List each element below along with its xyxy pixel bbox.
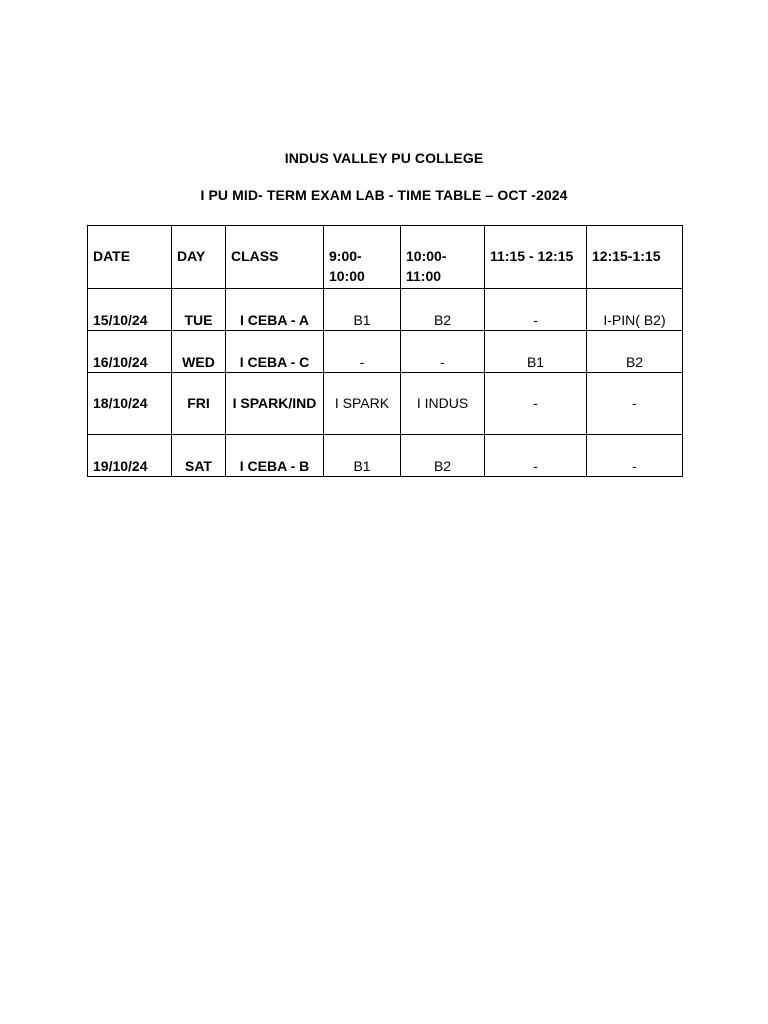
- header-day: DAY: [172, 226, 226, 289]
- header-date: DATE: [88, 226, 172, 289]
- row-slot-3: -: [485, 373, 587, 435]
- row-slot-3: -: [485, 289, 587, 331]
- exam-timetable: [87, 225, 683, 477]
- college-name: INDUS VALLEY PU COLLEGE: [284, 150, 484, 166]
- row-slot-3: -: [485, 435, 587, 477]
- row-day: WED: [172, 331, 226, 373]
- row-date: 19/10/24: [88, 435, 172, 477]
- row-slot-1: I SPARK: [324, 373, 401, 435]
- row-class: I SPARK/IND: [226, 373, 324, 435]
- row-slot-3: B1: [485, 331, 587, 373]
- row-day: TUE: [172, 289, 226, 331]
- row-slot-1: -: [324, 331, 401, 373]
- header-slot-4: 12:15-1:15: [587, 226, 683, 289]
- row-date: 15/10/24: [88, 289, 172, 331]
- row-class: I CEBA - C: [226, 331, 324, 373]
- header-slot-2: 10:00- 11:00: [401, 226, 485, 289]
- row-slot-4: B2: [587, 331, 683, 373]
- table-row: [88, 435, 683, 477]
- row-class: I CEBA - A: [226, 289, 324, 331]
- row-slot-1: B1: [324, 289, 401, 331]
- row-slot-4: -: [587, 373, 683, 435]
- row-slot-4: I-PIN( B2): [587, 289, 683, 331]
- row-slot-2: B2: [401, 289, 485, 331]
- row-date: 16/10/24: [88, 331, 172, 373]
- table-row: [88, 289, 683, 331]
- header-slot-1: 9:00- 10:00: [324, 226, 401, 289]
- row-class: I CEBA - B: [226, 435, 324, 477]
- row-slot-2: I INDUS: [401, 373, 485, 435]
- header-class: CLASS: [226, 226, 324, 289]
- row-slot-2: -: [401, 331, 485, 373]
- table-row: [88, 373, 683, 435]
- row-day: FRI: [172, 373, 226, 435]
- header-row: [88, 226, 683, 289]
- row-day: SAT: [172, 435, 226, 477]
- table-row: [88, 331, 683, 373]
- document-title: I PU MID- TERM EXAM LAB - TIME TABLE – OCT -2024: [200, 187, 568, 203]
- row-slot-2: B2: [401, 435, 485, 477]
- row-slot-1: B1: [324, 435, 401, 477]
- row-slot-4: -: [587, 435, 683, 477]
- header-slot-3: 11:15 - 12:15: [485, 226, 587, 289]
- row-date: 18/10/24: [88, 373, 172, 435]
